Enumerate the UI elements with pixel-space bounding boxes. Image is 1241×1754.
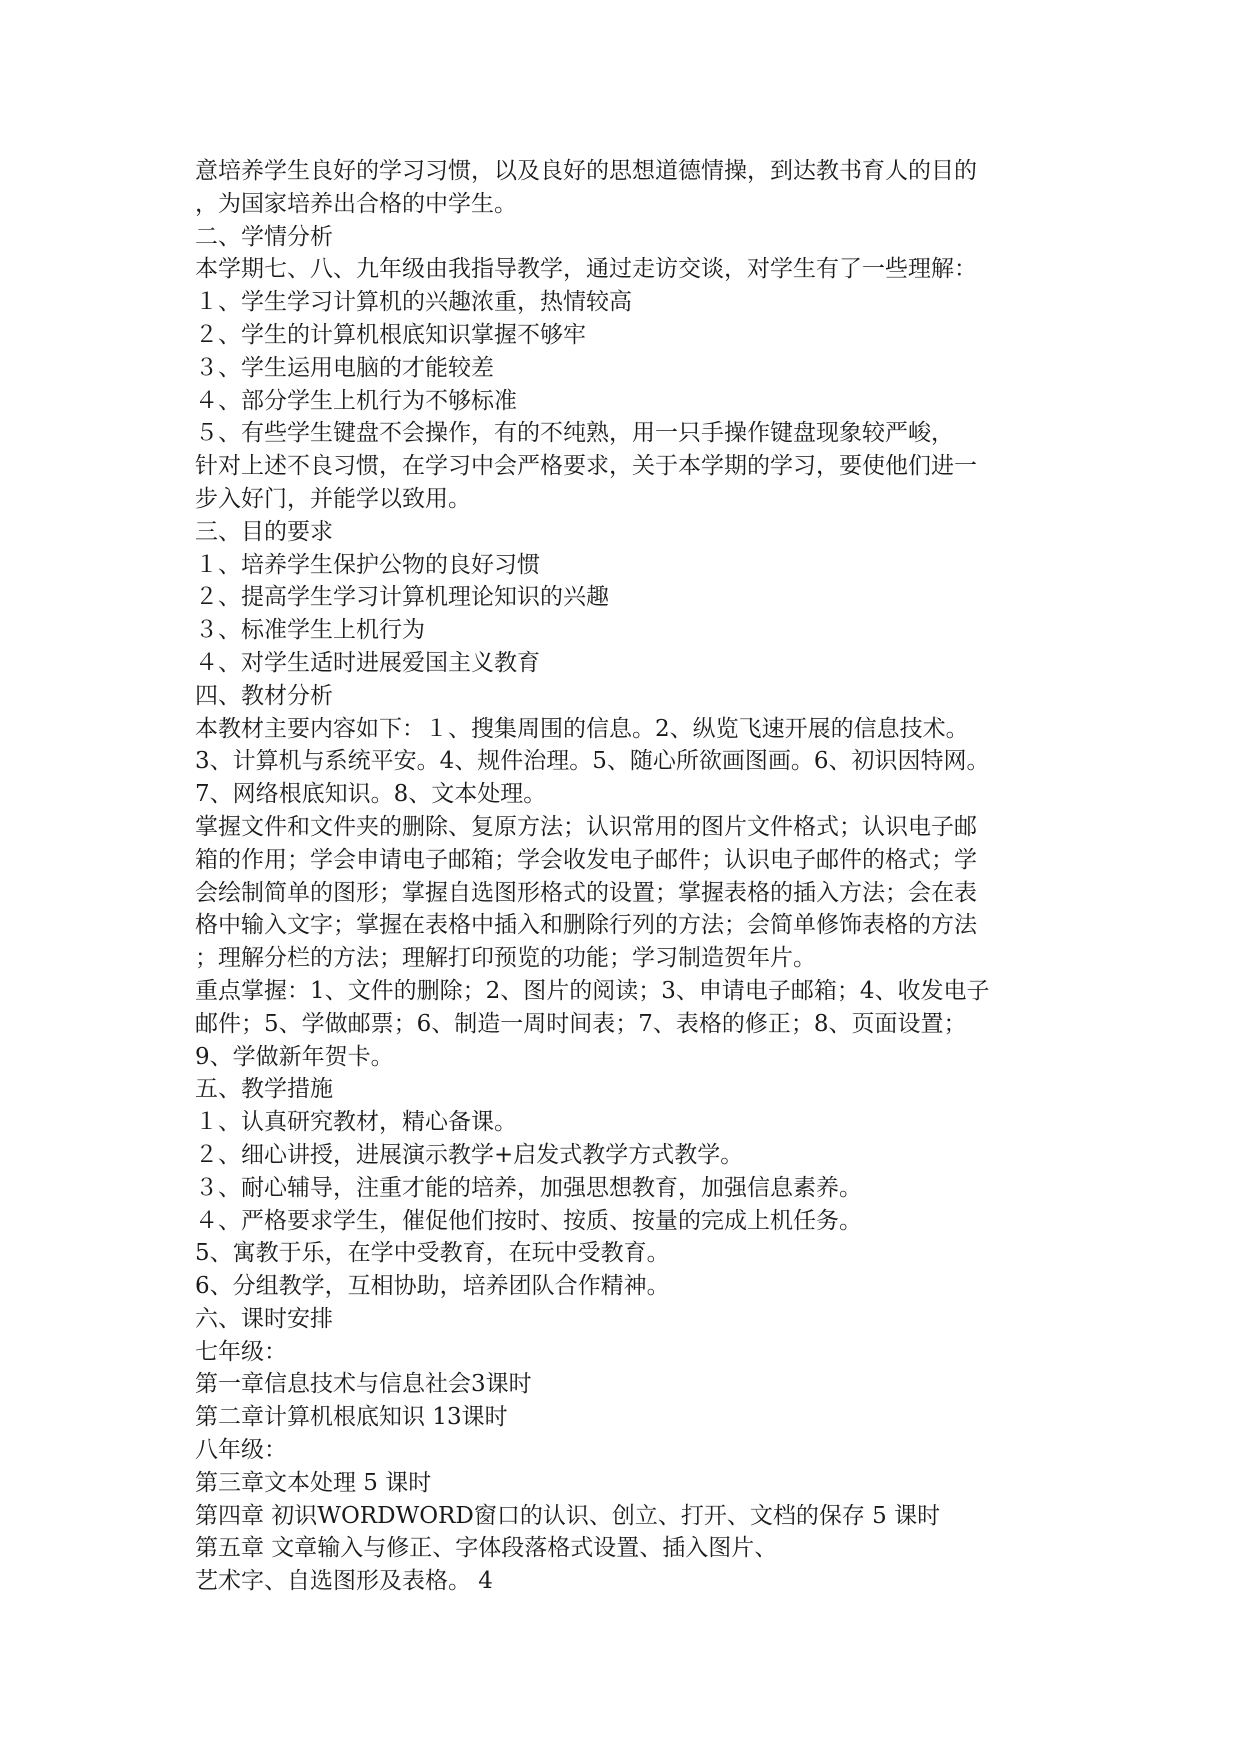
- text-line: 掌握文件和文件夹的删除、复原方法；认识常用的图片文件格式；认识电子邮: [195, 813, 977, 840]
- list-item: 6、分组教学，互相协助，培养团队合作精神。: [195, 1273, 670, 1300]
- section-heading: 五、教学措施: [195, 1076, 333, 1103]
- chapter-line: 第一章信息技术与信息社会3课时: [195, 1371, 532, 1398]
- section-heading: 二、学情分析: [195, 223, 333, 250]
- text-line: 箱的作用；学会申请电子邮箱；学会收发电子邮件；认识电子邮件的格式；学: [195, 846, 977, 873]
- text-line: 针对上述不良习惯，在学习中会严格要求，关于本学期的学习，要使他们进一: [195, 453, 977, 480]
- list-item: 5、寓教于乐，在学中受教育，在玩中受教育。: [195, 1240, 670, 1267]
- list-item: ３、学生运用电脑的才能较差: [195, 354, 494, 381]
- list-item: ２、提高学生学习计算机理论知识的兴趣: [195, 584, 609, 611]
- grade-label: 七年级：: [195, 1338, 287, 1365]
- list-item: １、认真研究教材，精心备课。: [195, 1109, 517, 1136]
- section-heading: 四、教材分析: [195, 682, 333, 709]
- section-heading: 六、课时安排: [195, 1305, 333, 1332]
- text-line: ；理解分栏的方法；理解打印预览的功能；学习制造贺年片。: [195, 945, 816, 972]
- text-line: ，为国家培养出合格的中学生。: [195, 190, 517, 217]
- list-item: ４、部分学生上机行为不够标准: [195, 387, 517, 414]
- list-item: ２、细心讲授，进展演示教学+启发式教学方式教学。: [195, 1141, 744, 1168]
- text-line: 步入好门，并能学以致用。: [195, 485, 471, 512]
- list-item: ３、耐心辅导，注重才能的培养，加强思想教育，加强信息素养。: [195, 1174, 862, 1201]
- list-item: ２、学生的计算机根底知识掌握不够牢: [195, 321, 586, 348]
- list-item: ４、对学生适时进展爱国主义教育: [195, 649, 540, 676]
- chapter-line: 第五章 文章输入与修正、字体段落格式设置、插入图片、: [195, 1535, 778, 1562]
- list-item: １、学生学习计算机的兴趣浓重，热情较高: [195, 289, 632, 316]
- text-line: 本教材主要内容如下：１、搜集周围的信息。2、纵览飞速开展的信息技术。: [195, 715, 969, 742]
- list-item: ５、有些学生键盘不会操作，有的不纯熟，用一只手操作键盘现象较严峻，: [195, 420, 954, 447]
- text-line: 重点掌握：1、文件的删除；2、图片的阅读；3、申请电子邮箱；4、收发电子: [195, 977, 990, 1004]
- text-line: 9、学做新年贺卡。: [195, 1043, 394, 1070]
- document-body: [195, 155, 1055, 1598]
- text-line: 邮件；5、学做邮票；6、制造一周时间表；7、表格的修正；8、页面设置；: [195, 1010, 967, 1037]
- grade-label: 八年级：: [195, 1437, 287, 1464]
- list-item: １、培养学生保护公物的良好习惯: [195, 551, 540, 578]
- chapter-line: 第二章计算机根底知识 13课时: [195, 1404, 508, 1431]
- text-line: 会绘制简单的图形；掌握自选图形格式的设置；掌握表格的插入方法；会在表: [195, 879, 977, 906]
- chapter-line: 第三章文本处理 5 课时: [195, 1469, 432, 1496]
- list-item: ４、严格要求学生，催促他们按时、按质、按量的完成上机任务。: [195, 1207, 862, 1234]
- text-line: 3、计算机与系统平安。4、规件治理。5、随心所欲画图画。6、初识因特网。: [195, 748, 990, 775]
- section-heading: 三、目的要求: [195, 518, 333, 545]
- chapter-line: 第四章 初识WORDWORD窗口的认识、创立、打开、文档的保存 5 课时: [195, 1502, 941, 1529]
- text-line: 7、网络根底知识。8、文本处理。: [195, 781, 547, 808]
- text-line: 本学期七、八、九年级由我指导教学，通过走访交谈，对学生有了一些理解：: [195, 256, 977, 283]
- text-line: 格中输入文字；掌握在表格中插入和删除行列的方法；会简单修饰表格的方法: [195, 912, 977, 939]
- text-line: 意培养学生良好的学习习惯，以及良好的思想道德情操，到达教书育人的目的: [195, 158, 977, 184]
- list-item: ３、标准学生上机行为: [195, 617, 425, 644]
- chapter-line: 艺术字、自选图形及表格。 4: [195, 1568, 493, 1595]
